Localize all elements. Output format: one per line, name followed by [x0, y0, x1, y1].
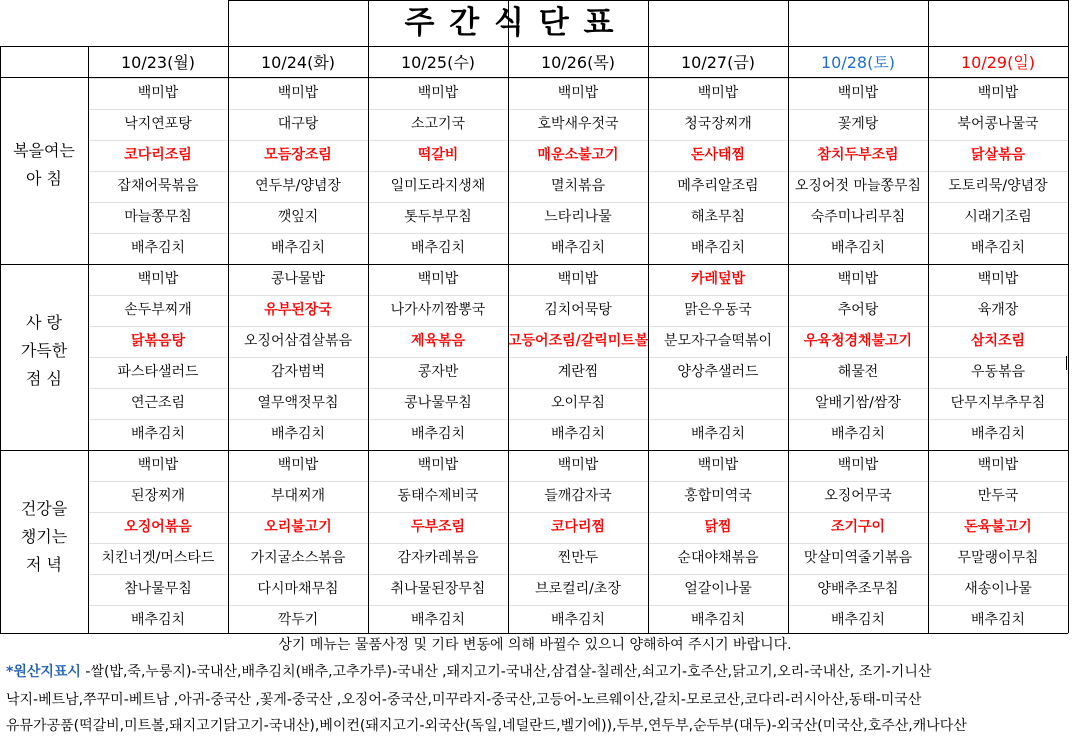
menu-cell: 대구탕: [277, 116, 319, 132]
menu-cell: 감자범벅: [270, 364, 326, 380]
origin-line-3: 유뮤가공품(떡갈비,미트볼,돼지고기닭고기-국내산),베이컨(돼지고기-외국산(독일,네덜란드,벨기에)),두부,연두부,순두부(대두)-외국산(미국산,호주산,캐나다산: [6, 718, 967, 734]
menu-cell: 오징어무국: [824, 488, 892, 504]
menu-cell: 배추김치: [270, 426, 326, 442]
menu-cell: 양배추조무침: [817, 581, 899, 597]
menu-cell: 연근조림: [130, 395, 186, 411]
menu-cell: 호박새우젓국: [537, 116, 619, 132]
menu-cell: 닭찜: [704, 519, 732, 535]
origin-line-1: [6, 657, 931, 688]
menu-cell: 백미밥: [977, 457, 1019, 473]
menu-cell: 낙지연포탕: [124, 116, 192, 132]
menu-cell: 고등어조림/갈릭미트볼: [508, 333, 648, 349]
day-header-1: 10/23(월): [120, 53, 196, 72]
menu-cell: 백미밥: [697, 457, 739, 473]
menu-cell: 열무액젓무침: [257, 395, 339, 411]
menu-cell: 두부조림: [410, 519, 466, 535]
menu-cell: 참치두부조림: [817, 147, 899, 163]
column-border: [788, 0, 789, 633]
column-border: [228, 0, 229, 633]
menu-cell: 단무지부추무침: [950, 395, 1046, 411]
menu-cell: 배추김치: [830, 426, 886, 442]
day-header-4: 10/26(목): [540, 53, 616, 72]
menu-cell: 된장찌개: [130, 488, 186, 504]
menu-cell: 배추김치: [970, 426, 1026, 442]
menu-cell: 배추김치: [550, 426, 606, 442]
menu-cell: 배추김치: [130, 240, 186, 256]
menu-cell: 백미밥: [137, 271, 179, 287]
meal-label-3: [2, 495, 86, 579]
column-border: [88, 46, 89, 633]
menu-cell: 도토리묵/양념장: [948, 178, 1048, 194]
menu-cell: 동태수제비국: [397, 488, 479, 504]
menu-cell: 백미밥: [837, 271, 879, 287]
origin-text-1: -쌀(밥,죽,누룽지)-국내산,배추김치(배추,고추가루)-국내산 ,돼지고기-국내산,삼겹살-칠레산,쇠고기-호주산,닭고기,오리-국내산, 조기-기니산: [80, 664, 932, 680]
meal-label-line: 저 녁: [26, 555, 62, 574]
menu-cell: 취나물된장무침: [390, 581, 486, 597]
menu-cell: 배추김치: [690, 612, 746, 628]
menu-cell: 배추김치: [410, 426, 466, 442]
menu-cell: 소고기국: [410, 116, 466, 132]
meal-label-line: 복을여는: [13, 141, 75, 160]
menu-cell: 깻잎지: [277, 209, 319, 225]
lunch-top-border: [0, 264, 1068, 265]
menu-cell: 배추김치: [830, 240, 886, 256]
menu-cell: 배추김치: [970, 612, 1026, 628]
menu-cell: 홍합미역국: [684, 488, 752, 504]
menu-cell: 추어탕: [837, 302, 879, 318]
menu-cell: 참나물무침: [124, 581, 192, 597]
menu-cell: 새송이나물: [964, 581, 1032, 597]
menu-cell: 배추김치: [690, 240, 746, 256]
menu-cell: [648, 388, 788, 419]
menu-cell: 마늘쫑무침: [124, 209, 192, 225]
menu-cell: 백미밥: [697, 85, 739, 101]
menu-cell: 얼갈이나물: [684, 581, 752, 597]
notice-text: 상기 메뉴는 물품사정 및 기타 변동에 의해 바뀔수 있으니 양해하여 주시기 바랍니다.: [278, 637, 792, 653]
menu-cell: 감자카레볶음: [397, 550, 479, 566]
meal-label-line: 건강을: [20, 499, 68, 518]
menu-cell: 양상추샐러드: [677, 364, 759, 380]
menu-cell: 손두부찌개: [124, 302, 192, 318]
column-border: [368, 0, 369, 633]
menu-cell: 일미도라지생채: [390, 178, 486, 194]
meal-label-line: 챙기는: [20, 527, 68, 546]
column-border: [648, 0, 649, 633]
menu-cell: 백미밥: [977, 271, 1019, 287]
menu-cell: 오징어볶음: [124, 519, 192, 535]
menu-cell: 느타리나물: [544, 209, 612, 225]
menu-cell: 메추리알조림: [677, 178, 759, 194]
menu-cell: 조기구이: [830, 519, 886, 535]
cell-cursor-mark: [1066, 356, 1071, 370]
menu-cell: 백미밥: [277, 457, 319, 473]
menu-cell: 북어콩나물국: [957, 116, 1039, 132]
menu-cell: 돈사태찜: [690, 147, 746, 163]
menu-cell: 다시마채무침: [257, 581, 339, 597]
menu-cell: 들깨감자국: [544, 488, 612, 504]
menu-cell: 백미밥: [837, 85, 879, 101]
menu-cell: 떡갈비: [417, 147, 459, 163]
menu-cell: 연두부/양념장: [255, 178, 341, 194]
menu-cell: 무말랭이무침: [957, 550, 1039, 566]
menu-cell: 백미밥: [977, 85, 1019, 101]
menu-cell: 숙주미나리무침: [810, 209, 906, 225]
menu-cell: 매운소불고기: [537, 147, 619, 163]
menu-cell: 브로컬리/초장: [535, 581, 621, 597]
menu-cell: 카레덮밥: [690, 271, 746, 287]
menu-cell: 배추김치: [970, 240, 1026, 256]
menu-cell: 콩나물밥: [270, 271, 326, 287]
title-top-border: [228, 0, 1068, 1]
day-header-7: 10/29(일): [960, 53, 1036, 72]
left-border: [0, 46, 1, 633]
column-border: [928, 0, 929, 633]
menu-cell: 파스타샐러드: [117, 364, 199, 380]
menu-cell: 배추김치: [270, 240, 326, 256]
meal-label-line: 가득한: [20, 341, 68, 360]
menu-cell: 닭살볶음: [970, 147, 1026, 163]
menu-cell: 유부된장국: [264, 302, 332, 318]
menu-cell: 깍두기: [277, 612, 319, 628]
menu-cell: 배추김치: [550, 612, 606, 628]
menu-cell: 해초무침: [690, 209, 746, 225]
menu-cell: 오이무침: [550, 395, 606, 411]
origin-label: *원산지표시: [6, 664, 81, 680]
menu-cell: 잡채어묵볶음: [117, 178, 199, 194]
menu-cell: 가지굴소스볶음: [250, 550, 346, 566]
menu-cell: 백미밥: [417, 271, 459, 287]
menu-cell: 육개장: [977, 302, 1019, 318]
origin-line-2: 낙지-베트남,쭈꾸미-베트남 ,아귀-중국산 ,꽃게-중국산 ,오징어-중국산,미꾸라지-중국산,고등어-노르웨이산,갈치-모로코산,코다리-러시아산,동태-미국산: [6, 692, 922, 708]
menu-cell: 배추김치: [690, 426, 746, 442]
menu-cell: 백미밥: [417, 85, 459, 101]
menu-cell: 맛살미역줄기볶음: [803, 550, 913, 566]
page-title: 주 간 식 단 표: [404, 5, 616, 41]
menu-cell: 오리불고기: [264, 519, 332, 535]
menu-cell: 백미밥: [137, 85, 179, 101]
day-header-6: 10/28(토): [820, 53, 896, 72]
menu-cell: 해물전: [837, 364, 879, 380]
menu-cell: 콩나물무침: [404, 395, 472, 411]
column-border: [508, 0, 509, 633]
dinner-top-border: [0, 450, 1068, 451]
menu-cell: 돈육불고기: [964, 519, 1032, 535]
menu-cell: 배추김치: [410, 612, 466, 628]
menu-cell: 나가사끼짬뽕국: [390, 302, 486, 318]
menu-cell: 멸치볶음: [550, 178, 606, 194]
header-bottom-border: [0, 77, 1068, 78]
meal-label-2: [2, 309, 86, 393]
menu-cell: 백미밥: [557, 85, 599, 101]
header-top-border: [0, 46, 1068, 47]
menu-cell: 배추김치: [130, 426, 186, 442]
menu-cell: 제육볶음: [410, 333, 466, 349]
menu-cell: 백미밥: [417, 457, 459, 473]
menu-cell: 톳두부무침: [404, 209, 472, 225]
menu-cell: 백미밥: [277, 85, 319, 101]
meal-label-line: 점 심: [26, 369, 62, 388]
menu-cell: 배추김치: [130, 612, 186, 628]
menu-cell: 부대찌개: [270, 488, 326, 504]
menu-cell: 만두국: [977, 488, 1019, 504]
menu-cell: 맑은우동국: [684, 302, 752, 318]
menu-cell: 계란찜: [557, 364, 599, 380]
menu-cell: 백미밥: [557, 457, 599, 473]
menu-cell: 배추김치: [830, 612, 886, 628]
menu-cell: 오징어젓 마늘쫑무침: [794, 178, 922, 194]
menu-cell: 알배기쌈/쌈장: [815, 395, 901, 411]
menu-cell: 우동볶음: [970, 364, 1026, 380]
menu-cell: 시래기조림: [964, 209, 1032, 225]
menu-cell: 삼치조림: [970, 333, 1026, 349]
menu-cell: 꽃게탕: [837, 116, 879, 132]
menu-cell: 백미밥: [557, 271, 599, 287]
menu-cell: 치킨너겟/머스타드: [101, 550, 215, 566]
menu-cell: 찐만두: [557, 550, 599, 566]
menu-cell: 분모자구슬떡볶이: [663, 333, 773, 349]
menu-cell: 백미밥: [137, 457, 179, 473]
menu-cell: 배추김치: [550, 240, 606, 256]
meal-label-line: 사 랑: [26, 313, 62, 332]
menu-cell: 백미밥: [837, 457, 879, 473]
meal-label-line: 아 침: [26, 169, 62, 188]
menu-cell: 모듬장조림: [264, 147, 332, 163]
day-header-2: 10/24(화): [260, 53, 336, 72]
menu-cell: 김치어묵탕: [544, 302, 612, 318]
menu-cell: 순대야채볶음: [677, 550, 759, 566]
menu-cell: 청국장찌개: [684, 116, 752, 132]
day-header-5: 10/27(금): [680, 53, 756, 72]
day-header-3: 10/25(수): [400, 53, 476, 72]
menu-cell: 코다리조림: [124, 147, 192, 163]
menu-cell: 배추김치: [410, 240, 466, 256]
menu-cell: 우육청경채불고기: [803, 333, 913, 349]
menu-cell: 콩자반: [417, 364, 459, 380]
menu-cell: 코다리찜: [550, 519, 606, 535]
meal-label-1: [2, 137, 86, 193]
menu-cell: 닭볶음탕: [130, 333, 186, 349]
menu-cell: 오징어삼겹살볶음: [243, 333, 353, 349]
right-border: [1068, 0, 1069, 633]
